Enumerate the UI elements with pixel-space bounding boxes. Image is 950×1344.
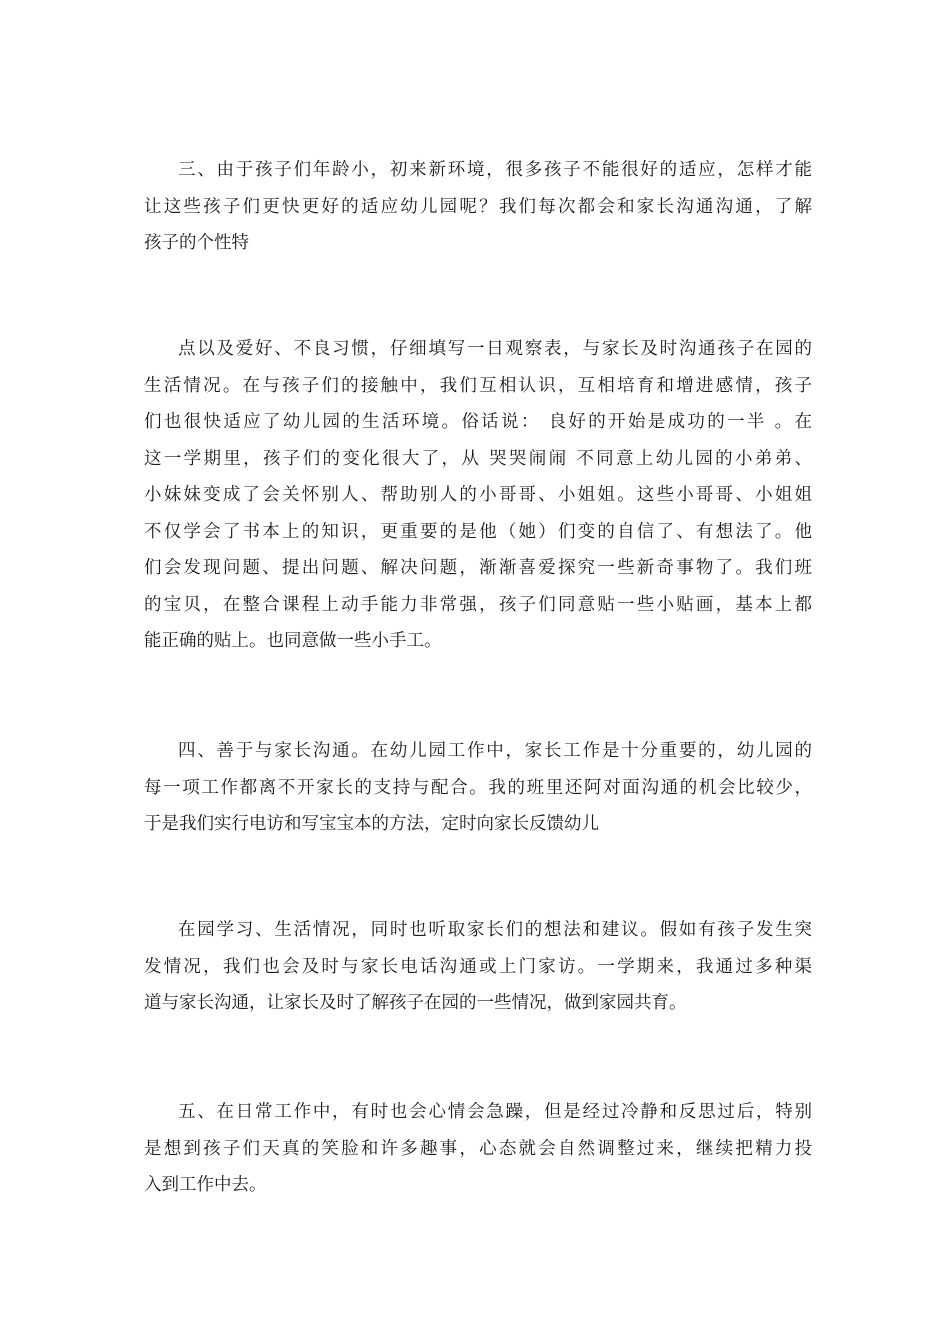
paragraph-line: 的宝贝，在整合课程上动手能力非常强，孩子们同意贴一些小贴画，基本上都 bbox=[144, 594, 812, 615]
paragraph-line: 孩子的个性特 bbox=[144, 233, 249, 253]
paragraph-line: 每一项工作都离不开家长的支持与配合。我的班里还阿对面沟通的机会比较少， bbox=[144, 777, 812, 798]
paragraph-line: 们会发现问题、提出问题、解决问题，渐渐喜爱探究一些新奇事物了。我们班 bbox=[144, 558, 812, 578]
paragraph-line: 入到工作中去。 bbox=[144, 1175, 267, 1195]
paragraph-4 bbox=[144, 733, 812, 843]
paragraph-line: 是想到孩子们天真的笑脸和许多趣事，心态就会自然调整过来，继续把精力投 bbox=[144, 1138, 812, 1159]
paragraph-3 bbox=[144, 152, 812, 262]
paragraph-line: 小妹妹变成了会关怀别人、帮助别人的小哥哥、小姐姐。这些小哥哥、小姐姐 bbox=[144, 485, 812, 505]
paragraph-line: 五、在日常工作中，有时也会心情会急躁，但是经过冷静和反思过后，特别 bbox=[178, 1102, 812, 1122]
paragraph-line: 让这些孩子们更快更好的适应幼儿园呢？我们每次都会和家长沟通沟通，了解 bbox=[144, 196, 812, 217]
paragraph-line: 于是我们实行电访和写宝宝本的方法，定时向家长反馈幼儿 bbox=[144, 814, 599, 834]
paragraph-line: 们也很快适应了幼儿园的生活环境。俗话说： 良好的开始是成功的一半 。在 bbox=[144, 412, 812, 432]
paragraph-4-continued bbox=[144, 912, 812, 1022]
paragraph-line: 在园学习、生活情况，同时也听取家长们的想法和建议。假如有孩子发生突 bbox=[178, 920, 812, 940]
paragraph-line: 点以及爱好、不良习惯，仔细填写一日观察表，与家长及时沟通孩子在园的 bbox=[178, 339, 812, 359]
paragraph-line: 四、善于与家长沟通。在幼儿园工作中，家长工作是十分重要的，幼儿园的 bbox=[178, 741, 812, 761]
paragraph-5 bbox=[144, 1094, 812, 1204]
paragraph-line: 不仅学会了书本上的知识，更重要的是他（她）们变的自信了、有想法了。他 bbox=[144, 521, 812, 542]
paragraph-3-continued bbox=[144, 331, 812, 660]
paragraph-line: 这一学期里，孩子们的变化很大了，从 哭哭闹闹 不同意上幼儿园的小弟弟、 bbox=[144, 448, 812, 469]
paragraph-line: 三、由于孩子们年龄小，初来新环境，很多孩子不能很好的适应，怎样才能 bbox=[178, 160, 812, 180]
paragraph-line: 道与家长沟通，让家长及时了解孩子在园的一些情况，做到家园共育。 bbox=[144, 993, 687, 1013]
paragraph-line: 能正确的贴上。也同意做一些小手工。 bbox=[144, 631, 442, 651]
paragraph-line: 发情况，我们也会及时与家长电话沟通或上门家访。一学期来，我通过多种渠 bbox=[144, 956, 812, 977]
paragraph-line: 生活情况。在与孩子们的接触中，我们互相认识，互相培育和增进感情，孩子 bbox=[144, 375, 812, 396]
